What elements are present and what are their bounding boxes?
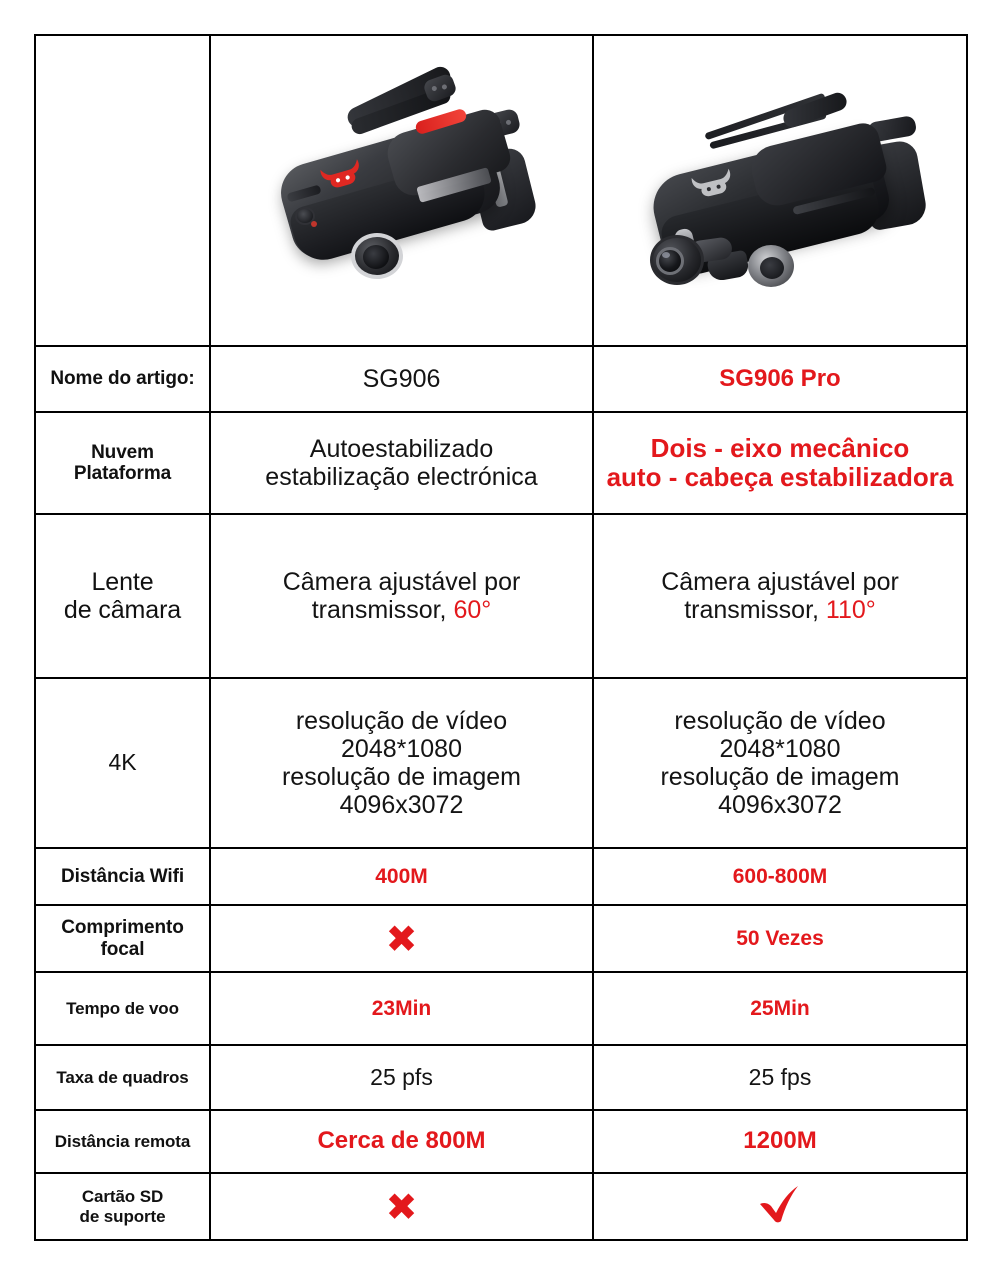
cell-remote-distance-sg906: Cerca de 800M (210, 1110, 593, 1173)
table-row-camera-lens (35, 514, 967, 678)
row-label-line-2: de câmara (63, 596, 182, 624)
row-label-line-2: de suporte (79, 1206, 166, 1226)
table-row-focal-length (35, 905, 967, 972)
cell-line-2: auto - cabeça estabilizadora (606, 462, 954, 492)
x-mark-icon: ✖ (385, 1184, 418, 1229)
cell-focal-length-sg906-pro: 50 Vezes (593, 905, 967, 972)
cell-line-4: 4096x3072 (718, 791, 842, 819)
motor-hub-center (760, 257, 784, 279)
row-label-4k: 4K (35, 678, 210, 848)
cell-product-name-sg906-pro: SG906 Pro (593, 346, 967, 412)
drone-sg906-photo (215, 39, 588, 342)
camera-lens-icon (656, 247, 684, 275)
photo-cell-sg906 (210, 35, 593, 346)
cell-line-1: Câmera ajustável por (282, 568, 521, 596)
drone-illustration-left (239, 55, 579, 325)
cell-frame-rate-sg906: 25 pfs (210, 1045, 593, 1110)
cell-4k-sg906-pro (593, 678, 967, 848)
table-row-wifi-distance (35, 848, 967, 905)
lens-reflection (662, 252, 670, 258)
cell-line-2: estabilização electrónica (265, 463, 538, 491)
row-label-gimbal-platform (35, 412, 210, 514)
table-row-frame-rate (35, 1045, 967, 1110)
cell-line-1: Autoestabilizado (309, 435, 494, 463)
row-label-line-2: Plataforma (73, 463, 172, 484)
x-mark-icon: ✖ (385, 916, 418, 961)
cell-gimbal-platform-sg906 (210, 412, 593, 514)
cell-camera-lens-sg906-pro (593, 514, 967, 678)
row-label-line-1: Lente (91, 568, 154, 596)
cell-flight-time-sg906: 23Min (210, 972, 593, 1045)
cell-line-2: 2048*1080 (341, 735, 462, 763)
table-row-4k-resolution (35, 678, 967, 848)
drone-sg906-pro-photo (598, 39, 962, 342)
photo-cell-sg906-pro (593, 35, 967, 346)
product-comparison-table (34, 34, 968, 1241)
row-label-focal-length (35, 905, 210, 972)
check-mark-icon (757, 1184, 803, 1224)
row-label-line-2: focal (100, 938, 145, 960)
cell-line-2-prefix: transmissor, (684, 596, 826, 624)
cell-line-1: Câmera ajustável por (661, 568, 899, 596)
cell-flight-time-sg906-pro: 25Min (593, 972, 967, 1045)
row-label-remote-distance: Distância remota (35, 1110, 210, 1173)
table-row-photos (35, 35, 967, 346)
row-label-line-1: Nuvem (91, 441, 154, 463)
row-label-product-name: Nome do artigo: (35, 346, 210, 412)
table-row-flight-time (35, 972, 967, 1045)
cell-line-2: 2048*1080 (719, 735, 841, 763)
cell-line-4: 4096x3072 (339, 791, 464, 819)
row-label-frame-rate: Taxa de quadros (35, 1045, 210, 1110)
cell-line-2-accent: 110° (825, 596, 876, 624)
table-row-gimbal-platform (35, 412, 967, 514)
cell-gimbal-platform-sg906-pro (593, 412, 967, 514)
cell-line-1: Dois - eixo mecânico (650, 432, 910, 463)
photo-row-label-cell (35, 35, 210, 346)
table-row-sd-card-support (35, 1173, 967, 1240)
cell-line-2 (215, 596, 588, 624)
cell-line-1: resolução de vídeo (295, 707, 508, 735)
cell-frame-rate-sg906-pro: 25 fps (593, 1045, 967, 1110)
row-label-line-1: Comprimento (61, 917, 184, 939)
table-row-remote-distance (35, 1110, 967, 1173)
row-label-line-1: Cartão SD (81, 1187, 164, 1207)
gimbal-lens (363, 245, 389, 269)
row-label-wifi-distance: Distância Wifi (35, 848, 210, 905)
cell-line-3: resolução de imagem (660, 763, 900, 791)
drone-illustration-right (616, 57, 962, 325)
cell-4k-sg906 (210, 678, 593, 848)
cell-line-3: resolução de imagem (281, 763, 521, 791)
row-label-flight-time: Tempo de voo (35, 972, 210, 1045)
cell-product-name-sg906: SG906 (210, 346, 593, 412)
cell-camera-lens-sg906 (210, 514, 593, 678)
table-row-product-name (35, 346, 967, 412)
row-label-camera-lens (35, 514, 210, 678)
cell-wifi-distance-sg906-pro: 600-800M (593, 848, 967, 905)
cell-sd-card-sg906-pro (593, 1173, 967, 1240)
cell-focal-length-sg906 (210, 905, 593, 972)
status-led-icon (311, 221, 317, 227)
cell-line-2-accent: 60° (453, 596, 492, 624)
cell-sd-card-sg906 (210, 1173, 593, 1240)
row-label-sd-card-support (35, 1173, 210, 1240)
cell-wifi-distance-sg906: 400M (210, 848, 593, 905)
cell-line-1: resolução de vídeo (674, 707, 886, 735)
cell-line-2 (598, 596, 962, 624)
cell-line-2-prefix: transmissor, (311, 596, 454, 624)
cell-remote-distance-sg906-pro: 1200M (593, 1110, 967, 1173)
